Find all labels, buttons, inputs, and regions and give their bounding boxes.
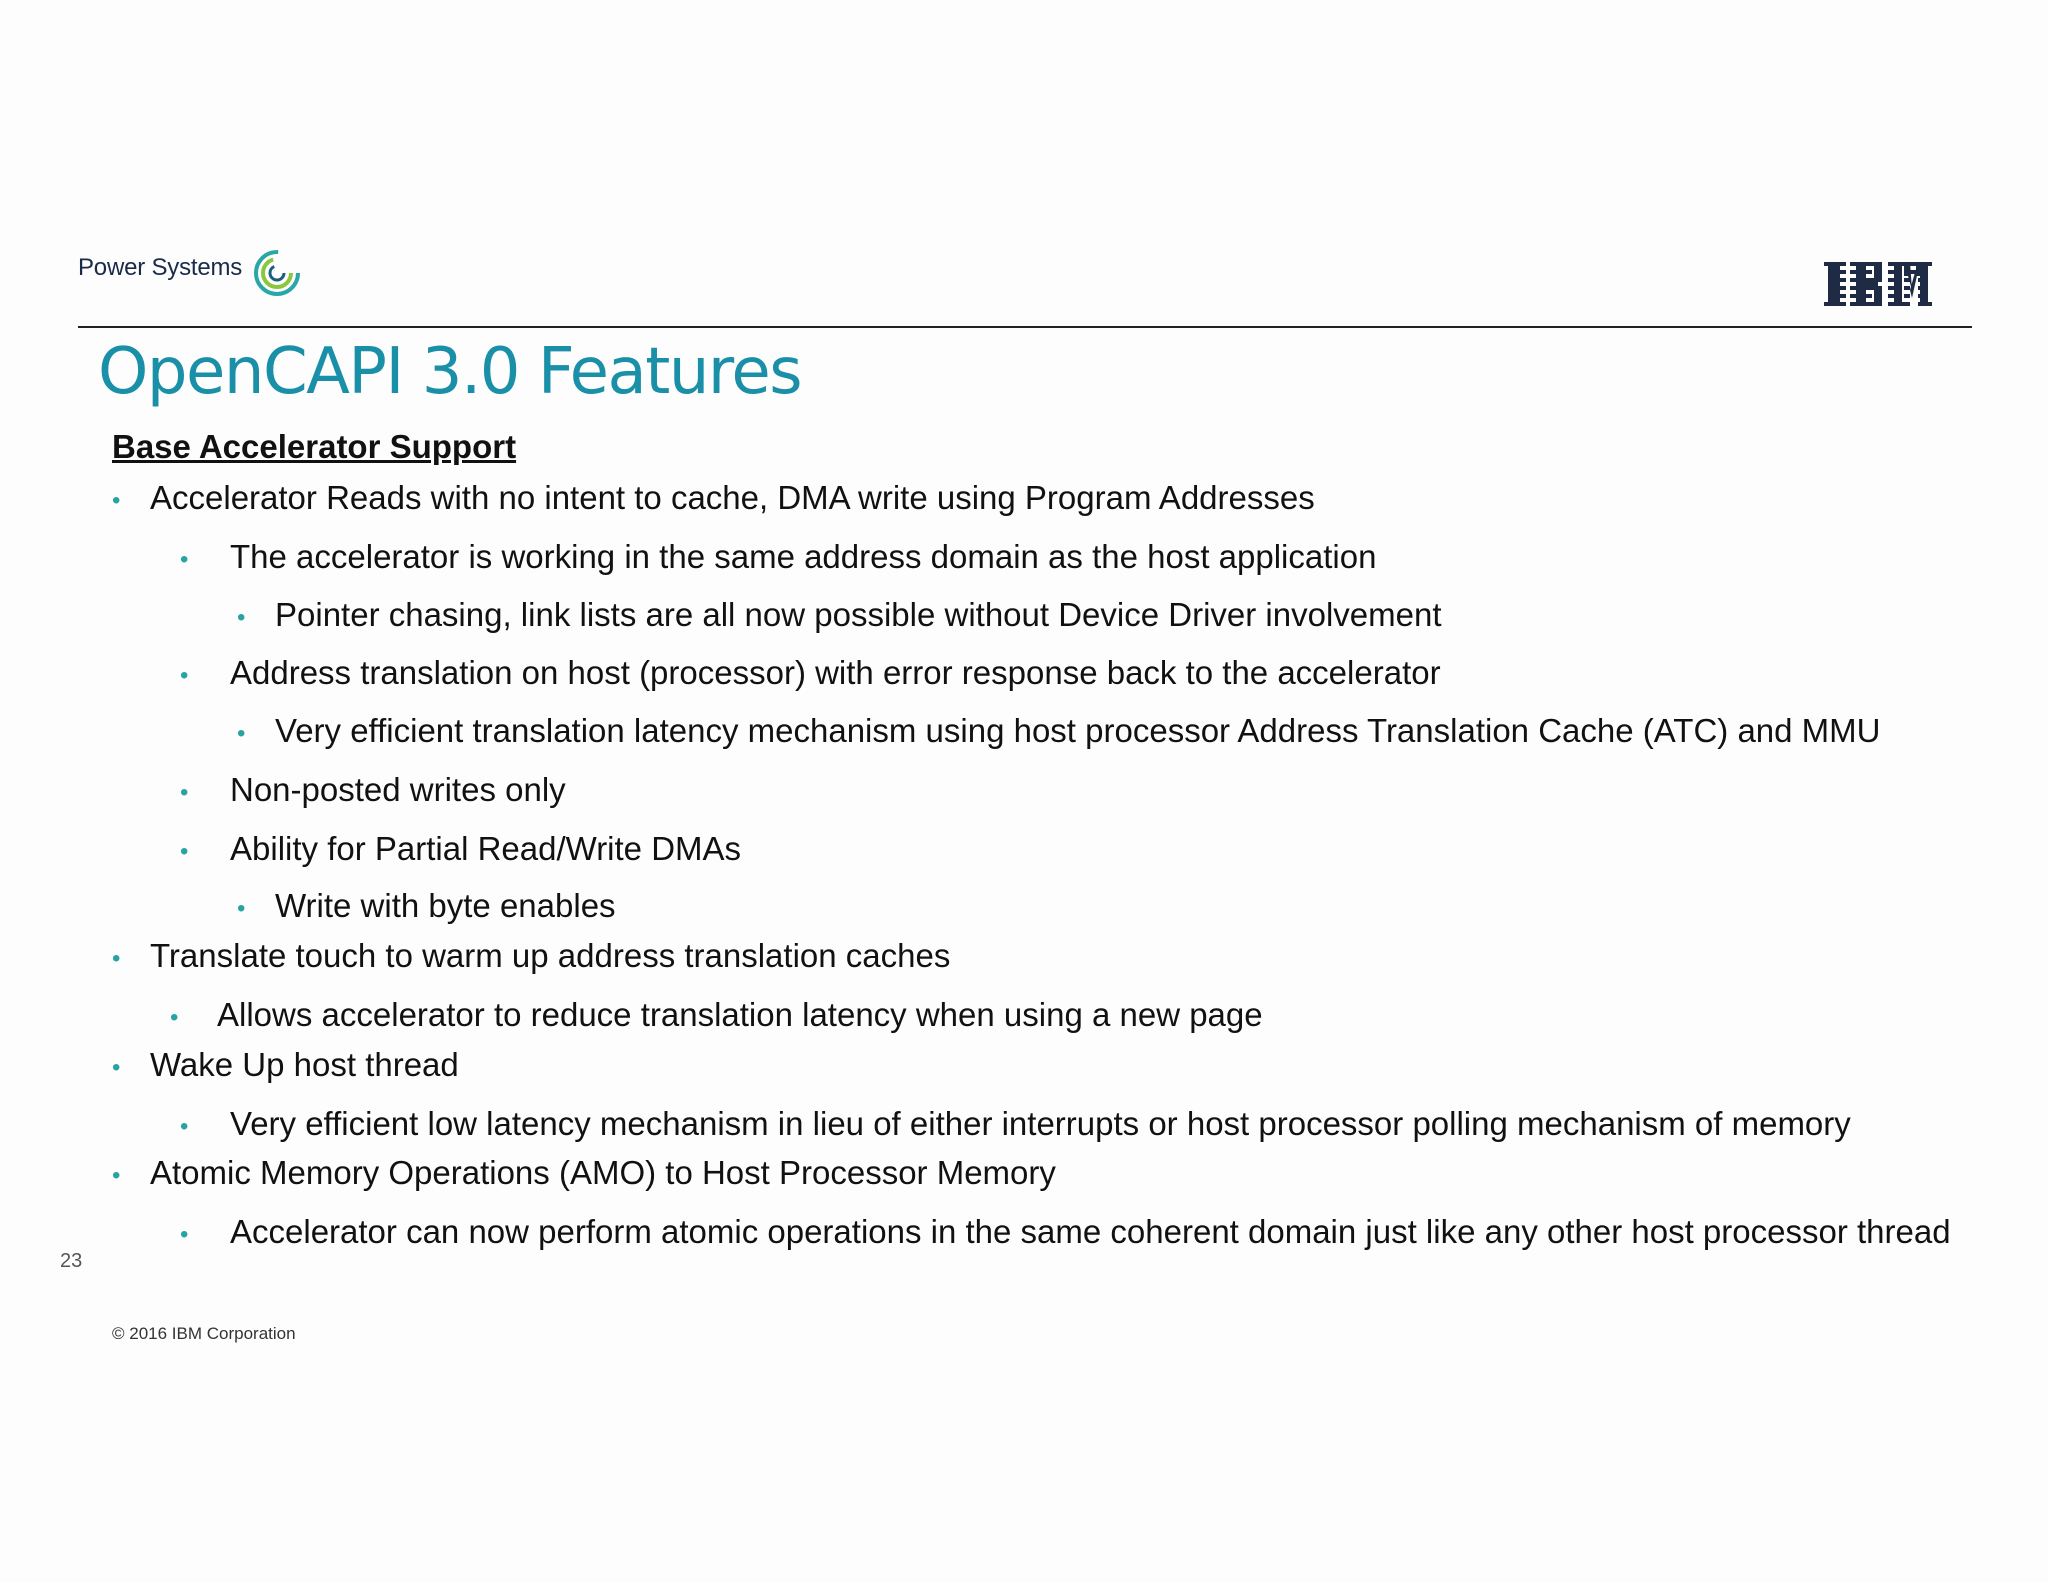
bullet-level-2: The accelerator is working in the same address domain as the host application (230, 538, 1377, 575)
bullet-level-3: Very efficient translation latency mechanism using host processor Address Translation Cache (ATC) and MMU (275, 712, 1881, 749)
bullet-level-2: Allows accelerator to reduce translation latency when using a new page (217, 996, 1263, 1033)
slide-title: OpenCAPI 3.0 Features (98, 335, 802, 409)
power-systems-brand (78, 256, 242, 280)
bullet-marker: • (180, 1113, 189, 1140)
bullet-level-1: Accelerator Reads with no intent to cache, DMA write using Program Addresses (150, 479, 1315, 516)
bullet-level-2: Address translation on host (processor) with error response back to the accelerator (230, 654, 1441, 691)
power-systems-logo-icon (252, 248, 302, 298)
bullet-level-1: Atomic Memory Operations (AMO) to Host Processor Memory (150, 1154, 1056, 1191)
copyright-notice: © 2016 IBM Corporation (112, 1324, 296, 1343)
header-divider (78, 326, 1972, 328)
ibm-logo-icon (1824, 262, 1932, 306)
bullet-marker: • (112, 487, 121, 514)
bullet-marker: • (237, 604, 246, 631)
bullet-level-3: Pointer chasing, link lists are all now possible without Device Driver involvement (275, 596, 1442, 633)
bullet-marker: • (180, 662, 189, 689)
bullet-level-2: Very efficient low latency mechanism in lieu of either interrupts or host processor polling mechanism of memory (230, 1105, 1851, 1142)
bullet-level-2: Accelerator can now perform atomic operations in the same coherent domain just like any other host processor thread (230, 1213, 1951, 1250)
bullet-marker: • (170, 1004, 179, 1031)
bullet-marker: • (180, 546, 189, 573)
bullet-marker: • (180, 779, 189, 806)
bullet-level-2: Non-posted writes only (230, 771, 566, 808)
bullet-marker: • (180, 838, 189, 865)
bullet-marker: • (112, 1162, 121, 1189)
section-heading: Base Accelerator Support (112, 428, 517, 465)
bullet-level-3: Write with byte enables (275, 887, 616, 924)
bullet-level-1: Translate touch to warm up address translation caches (150, 937, 951, 974)
page-number: 23 (60, 1250, 83, 1272)
brand-name: Power Systems (78, 254, 243, 281)
bullet-marker: • (112, 945, 121, 972)
bullet-level-2: Ability for Partial Read/Write DMAs (230, 830, 742, 867)
bullet-marker: • (237, 720, 246, 747)
bullet-level-1: Wake Up host thread (150, 1046, 459, 1083)
bullet-marker: • (237, 895, 246, 922)
bullet-marker: • (112, 1054, 121, 1081)
bullet-marker: • (180, 1221, 189, 1248)
